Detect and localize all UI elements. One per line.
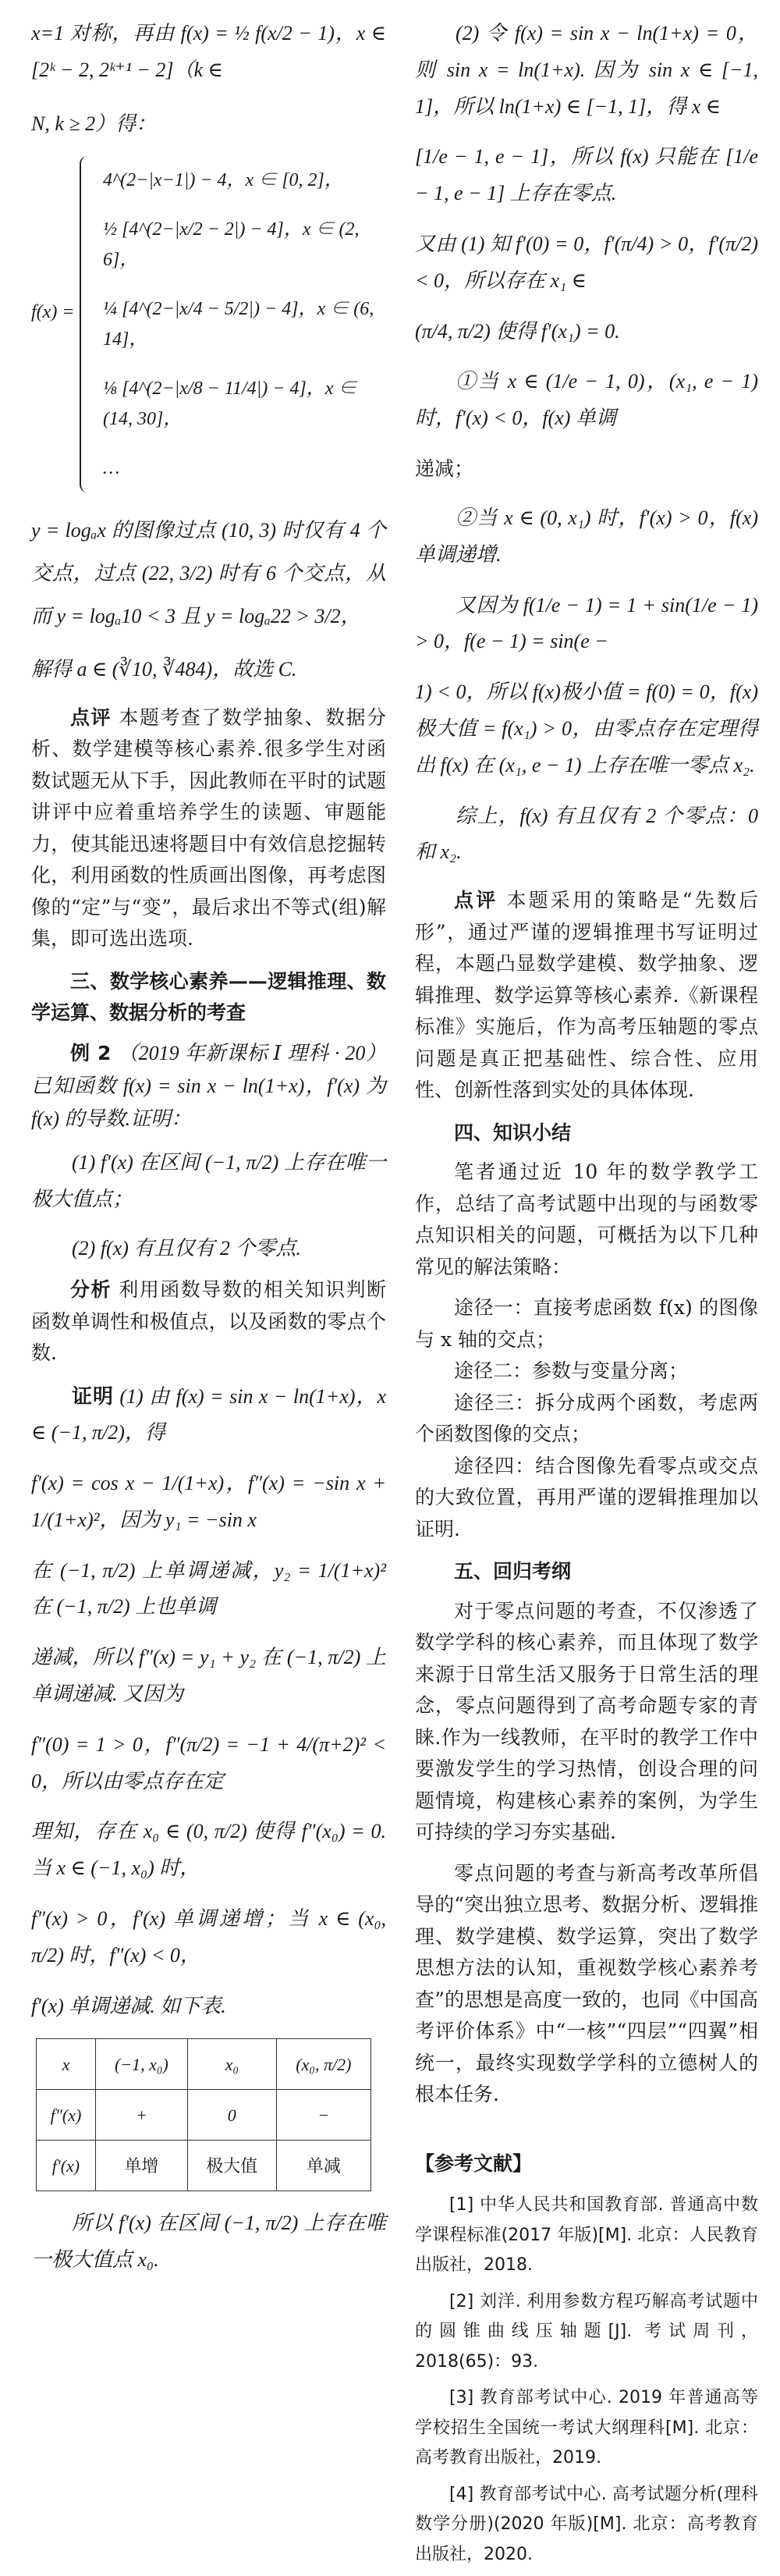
table-cell: (−1, x₀): [95, 2039, 187, 2090]
question-1: (1) f′(x) 在区间 (−1, π/2) 上存在唯一极大值点；: [31, 1151, 386, 1211]
analysis-text: 利用函数导数的相关知识判断函数单调性和极值点，以及函数的零点个数.: [31, 1278, 386, 1364]
part2-line-3: 又由 (1) 知 f′(0) = 0，f′(π/4) > 0，f′(π/2) < 0，所以存在 x₁ ∈: [415, 232, 758, 292]
way-2: 途径二：参数与变量分离；: [454, 1359, 689, 1383]
left-column: [31, 8, 386, 2293]
analysis-label: 分析: [70, 1278, 112, 1301]
proof-line-3: 在 (−1, π/2) 上单调递减，y₂ = 1/(1+x)² 在 (−1, π/2) 上也单调: [31, 1558, 386, 1618]
endpoint-values: 又因为 f(1/e − 1) = 1 + sin(1/e − 1) > 0，f(e − 1) = sin(e −: [415, 593, 758, 653]
way-3: 途径三：拆分成两个函数，考虑两个函数图像的交点；: [415, 1391, 758, 1446]
example-2: [31, 1037, 386, 1135]
reference-3: [3] 教育部考试中心. 2019 年普通高等学校招生全国统一考试大纲理科[M]. 北京：高考教育出版社，2019.: [415, 2388, 758, 2468]
case-2: ②当 x ∈ (0, x₁) 时，f′(x) > 0，f(x) 单调递增.: [415, 506, 758, 566]
table-cell: (x₀, π/2): [276, 2039, 370, 2090]
proof-line-8: f′(x) 单调递减. 如下表.: [31, 1994, 226, 2017]
proof-line-5: f″(0) = 1 > 0，f″(π/2) = −1 + 4/(π+2)² < 0，所以由零点存在定: [31, 1732, 386, 1793]
monotonicity-table: [36, 2038, 371, 2191]
table-row: [37, 2039, 371, 2090]
reference-1: [1] 中华人民共和国教育部. 普通高中数学课程标准(2017 年版)[M]. 北京：人民教育出版社，2018.: [415, 2195, 758, 2276]
answer-line: 解得 a ∈ (∛10, ∛484)，故选 C.: [31, 658, 297, 681]
comment-text-2: 本题采用的策略是“先数后形”，通过严谨的逻辑推理书写证明过程，本题凸显数学建模、数学抽象、逻辑推理、数学运算等核心素养.《新课程标准》实施后，作为高考压轴题的零点问题是真正把基础性、综合性、应用性、创新性落到实处的具体体现.: [415, 889, 758, 1102]
piece-row-5: …: [103, 457, 120, 478]
piecewise-function: [31, 156, 386, 492]
review-paragraph-2: 零点问题的考查与新高考改革所倡导的“突出独立思考、数据分析、逻辑推理、数学建模、数学运算，突出了数学思想方法的认知，重视数学核心素养考查”的思想是高度一致的，也同《中国高考评价体系》中“一核”“四层”“四翼”相统一，最终实现数学学科的立德树人的根本任务.: [415, 1861, 758, 2106]
comment-text: 本题考查了数学抽象、数据分析、数学建模等核心素养.很多学生对函数试题无从下手，因此教师在平时的试题讲评中应着重培养学生的读题、审题能力，使其能迅速将题目中有效信息挖掘转化，利用函数的性质画出图像，再考虑图像的“定”与“变”，最后求出不等式(组)解集，即可选出选项.: [31, 705, 386, 950]
way-1: 途径一：直接考虑函数 f(x) 的图像与 x 轴的交点；: [415, 1296, 758, 1351]
final-conclusion: 综上，f(x) 有且仅有 2 个零点：0 和 x₂.: [415, 804, 758, 864]
summary-paragraph: 笔者通过近 10 年的数学教学工作，总结了高考试题中出现的与函数零点知识相关的问题，可概括为以下几种常见的解法策略：: [415, 1160, 758, 1278]
proof-line-2: f′(x) = cos x − 1/(1+x)，f″(x) = −sin x + 1/(1+x)²，因为 y₁ = −sin x: [31, 1472, 386, 1531]
part2-line-1: (2) 令 f(x) = sin x − ln(1+x) = 0，则 sin x = ln(1+x). 因为 sin x ∈ [−1, 1]，所以 ln(1+x) ∈ [−1, 1]，得 x ∈: [415, 22, 758, 118]
table-cell: 单减: [276, 2141, 370, 2191]
section-3-heading: 三、数学核心素养——逻辑推理、数学运算、数据分析的考查: [31, 969, 386, 1025]
reference-2: [2] 刘洋. 利用参数方程巧解高考试题中的圆锥曲线压轴题[J]. 考试周刊，2018(65)：93.: [415, 2291, 758, 2372]
table-cell: 极大值: [187, 2141, 276, 2191]
table-cell: x: [37, 2039, 96, 2090]
comment-paragraph-2: [415, 885, 758, 1107]
review-paragraph-1: 对于零点问题的考查，不仅渗透了数学学科的核心素养，而且体现了数学来源于日常生活又服务于日常生活的理念，零点问题得到了高考命题专家的青睐.作为一线教师，在平时的教学工作中要激发学生的学习热情，创设合理的问题情境，构建核心素养的案例，为学生可持续的学习夯实基础.: [415, 1599, 758, 1844]
piecewise-lhs: f(x) =: [31, 302, 75, 323]
proof-label: 证明: [72, 1384, 114, 1409]
piece-row-3: ¼ [4^(2−|x/4 − 5/2|) − 4]，x ∈ (6, 14]，: [103, 299, 374, 350]
comment-label-2: 点评: [454, 889, 498, 912]
table-cell: x₀: [187, 2039, 276, 2090]
comment-label: 点评: [70, 705, 112, 729]
intro-line-1: x=1 对称，再由 f(x) = ½ f(x/2 − 1)，x ∈ [2ᵏ − 2, 2ᵏ⁺¹ − 2]（k ∈: [31, 22, 386, 81]
intersection-paragraph: y = logₐx 的图像过点 (10, 3) 时仅有 4 个交点，过点 (22, 3/2) 时有 6 个交点，从而 y = logₐ10 < 3 且 y = logₐ22 > 3/2，: [31, 519, 386, 627]
piece-row-4: ⅛ [4^(2−|x/8 − 11/4|) − 4]，x ∈ (14, 30]，: [103, 378, 357, 429]
proof-line-1: [31, 1379, 386, 1452]
case-1-tail: 递减；: [415, 457, 474, 480]
table-cell: +: [95, 2090, 187, 2141]
table-cell: 单增: [95, 2141, 187, 2191]
example-label: 例 2: [70, 1041, 112, 1064]
proof-line-7: f″(x) > 0，f′(x) 单调递增；当 x ∈ (x₀, π/2) 时，f″(x) < 0，: [31, 1907, 386, 1967]
comment-paragraph: [31, 702, 386, 955]
part2-line-4: (π/4, π/2) 使得 f′(x₁) = 0.: [415, 319, 620, 343]
conclusion-line: 所以 f′(x) 在区间 (−1, π/2) 上存在唯一极大值点 x₀.: [31, 2212, 386, 2272]
proof-line-1-text: (1) 由 f(x) = sin x − ln(1+x)，x ∈ (−1, π/2)，得: [31, 1384, 386, 1444]
case-1: ①当 x ∈ (1/e − 1, 0)，(x₁, e − 1) 时，f′(x) < 0，f(x) 单调: [415, 370, 758, 430]
way-4: 途径四：结合图像先看零点或交点的大致位置，再用严谨的逻辑推理加以证明.: [415, 1454, 758, 1540]
piece-row-2: ½ [4^(2−|x/2 − 2|) − 4]，x ∈ (2, 6]，: [103, 219, 360, 271]
question-2: (2) f(x) 有且仅有 2 个零点.: [72, 1236, 301, 1260]
extremum-values: 1) < 0，所以 f(x)极小值 = f(0) = 0，f(x)极大值 = f(x₁) > 0，由零点存在定理得出 f(x) 在 (x₁, e − 1) 上存在唯一零点 x₂.: [415, 680, 758, 776]
table-row: [37, 2090, 371, 2141]
table-cell: f″(x): [37, 2090, 96, 2141]
analysis-paragraph: [31, 1274, 386, 1370]
table-cell: −: [276, 2090, 370, 2141]
table-cell: f′(x): [37, 2141, 96, 2191]
piecewise-brace: [80, 156, 92, 492]
part2-line-2: [1/e − 1, e − 1]，所以 f(x) 只能在 [1/e − 1, e − 1] 上存在零点.: [415, 145, 758, 205]
proof-line-4: 递减，所以 f″(x) = y₁ + y₂ 在 (−1, π/2) 上单调递减. 又因为: [31, 1646, 386, 1706]
proof-line-6: 理知，存在 x₀ ∈ (0, π/2) 使得 f″(x₀) = 0. 当 x ∈ (−1, x₀) 时，: [31, 1820, 386, 1880]
reference-4: [4] 教育部考试中心. 高考试题分析(理科数学分册)(2020 年版)[M]. 北京：高考教育出版社，2020.: [415, 2484, 758, 2564]
table-cell: 0: [187, 2090, 276, 2141]
piece-row-1: 4^(2−|x−1|) − 4，x ∈ [0, 2]，: [103, 170, 343, 191]
intro-line-2: N, k ≥ 2）得：: [31, 112, 157, 135]
references-heading: 【参考文献】: [415, 2151, 533, 2175]
table-row: [37, 2141, 371, 2191]
section-4-heading: 四、知识小结: [454, 1121, 572, 1144]
example-text: （2019 年新课标 Ⅰ 理科 · 20）已知函数 f(x) = sin x − ln(1+x)，f′(x) 为 f(x) 的导数.证明：: [31, 1041, 386, 1131]
right-column: [415, 8, 758, 2576]
section-5-heading: 五、回归考纲: [454, 1560, 572, 1583]
